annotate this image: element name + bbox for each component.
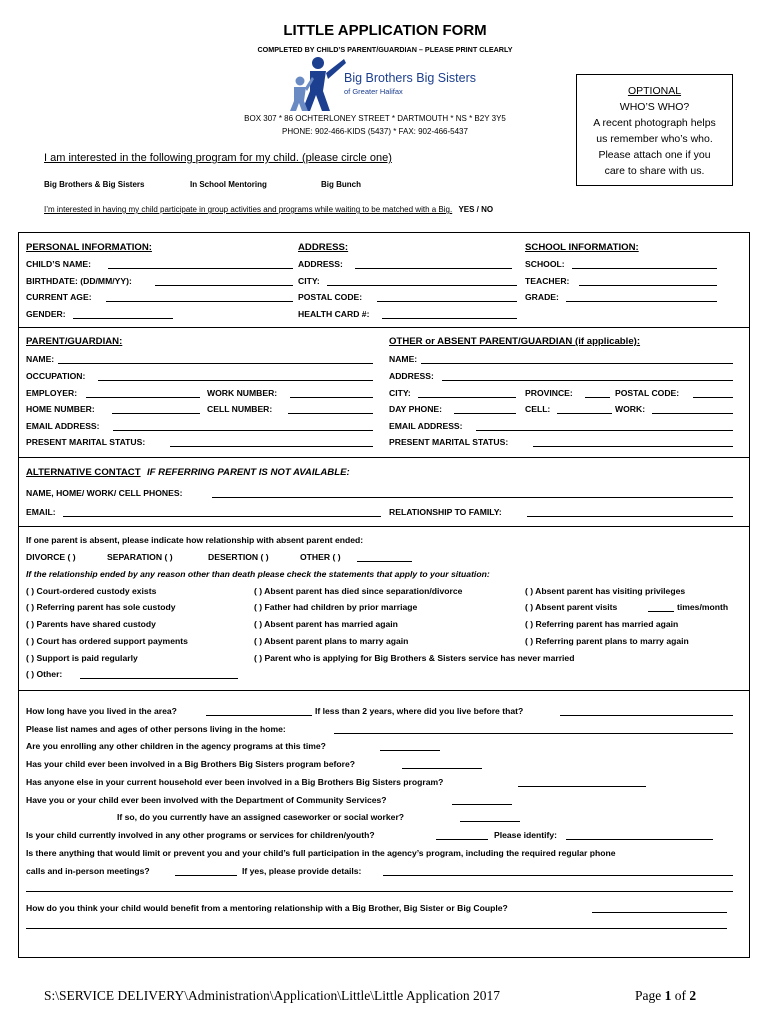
situation-checkbox[interactable]: ( ) Absent parent plans to marry again — [254, 636, 409, 646]
other-children-field[interactable] — [380, 750, 440, 751]
alternative-note: IF REFERRING PARENT IS NOT AVAILABLE: — [146, 467, 350, 478]
health-card-field[interactable] — [382, 318, 517, 319]
cell-number-field[interactable] — [288, 413, 373, 414]
program-option-in-school[interactable]: In School Mentoring — [190, 180, 267, 189]
parent-name-label: NAME: — [26, 354, 55, 364]
calls-meetings-field[interactable] — [175, 875, 237, 876]
situation-checkbox[interactable]: ( ) Absent parent has died since separation/divorce — [254, 586, 463, 596]
mentoring-benefit-field[interactable] — [592, 912, 727, 913]
form-title: LITTLE APPLICATION FORM — [283, 22, 487, 39]
cell-number-label: CELL NUMBER: — [207, 404, 273, 414]
logo-sub: of Greater Halifax — [344, 87, 403, 96]
home-number-field[interactable] — [112, 413, 200, 414]
city-label: CITY: — [298, 276, 320, 286]
question-limitations: Is there anything that would limit or prevent you and your child’s full participation in the agency’s program, including the required regular phone — [26, 848, 616, 858]
health-card-label: HEALTH CARD #: — [298, 309, 370, 319]
situation-checkbox[interactable]: ( ) Parents have shared custody — [26, 619, 156, 629]
other-work-label: WORK: — [615, 404, 646, 414]
other-marital-label: PRESENT MARITAL STATUS: — [389, 437, 509, 447]
separation-option[interactable]: SEPARATION ( ) — [107, 552, 173, 562]
desertion-option[interactable]: DESERTION ( ) — [208, 552, 269, 562]
logo-name: Big Brothers Big Sisters — [344, 71, 476, 85]
other-cell-label: CELL: — [525, 404, 551, 414]
situation-checkbox[interactable]: ( ) Other: — [26, 669, 63, 679]
program-prompt: I am interested in the following program for my child. (please circle one) — [44, 152, 392, 164]
teacher-label: TEACHER: — [525, 276, 570, 286]
other-programs-field[interactable] — [436, 839, 488, 840]
question-calls-meetings: calls and in-person meetings? — [26, 866, 150, 876]
caseworker-field[interactable] — [460, 821, 520, 822]
previous-location-field[interactable] — [560, 715, 733, 716]
grade-label: GRADE: — [525, 292, 559, 302]
ended-prompt: If the relationship ended by any reason other than death please check the statements that apply to your situation: — [26, 569, 490, 579]
other-postal-field[interactable] — [693, 397, 733, 398]
address-field[interactable] — [355, 268, 512, 269]
relationship-field[interactable] — [527, 516, 733, 517]
address-heading: ADDRESS: — [298, 242, 349, 253]
question-other-programs: Is your child currently involved in any other programs or services for children/youth? — [26, 830, 375, 840]
alternative-email-field[interactable] — [63, 516, 381, 517]
other-name-field[interactable] — [421, 363, 733, 364]
postal-code-label: POSTAL CODE: — [298, 292, 363, 302]
program-option-big-bunch[interactable]: Big Bunch — [321, 180, 361, 189]
occupation-field[interactable] — [98, 380, 373, 381]
question-prior-involvement: Has your child ever been involved in a Big Brothers Big Sisters program before? — [26, 759, 356, 769]
parent-email-label: EMAIL ADDRESS: — [26, 421, 100, 431]
bbbs-figures-icon — [288, 55, 348, 113]
other-email-label: EMAIL ADDRESS: — [389, 421, 463, 431]
page-number — [635, 988, 696, 1004]
section-divider — [18, 457, 750, 458]
province-label: PROVINCE: — [525, 388, 573, 398]
other-parent-heading: OTHER or ABSENT PARENT/GUARDIAN (if applicable): — [389, 336, 641, 347]
waiting-text: I’m interested in having my child participate in group activities and programs while waiting to be matched with a Big. — [44, 205, 453, 214]
page-total: 2 — [689, 988, 697, 1003]
optional-line: WHO’S WHO? — [619, 101, 690, 113]
program-option-bbbs[interactable]: Big Brothers & Big Sisters — [44, 180, 145, 189]
birthdate-label: BIRTHDATE: (DD/MM/YY): — [26, 276, 132, 286]
other-postal-label: POSTAL CODE: — [615, 388, 680, 398]
mentoring-benefit-field-continued[interactable] — [26, 928, 727, 929]
page-of-label: of — [674, 988, 686, 1003]
waiting-question — [44, 205, 493, 214]
situation-checkbox[interactable]: ( ) Father had children by prior marriage — [254, 602, 418, 612]
prior-involvement-field[interactable] — [402, 768, 482, 769]
agency-phone: PHONE: 902-466-KIDS (5437) * FAX: 902-466-5437 — [282, 127, 468, 136]
question-household: Please list names and ages of other persons living in the home: — [26, 724, 286, 734]
other-city-label: CITY: — [389, 388, 411, 398]
gender-label: GENDER: — [26, 309, 66, 319]
file-path: S:\SERVICE DELIVERY\Administration\Application\Little\Little Application 2017 — [44, 988, 501, 1003]
parent-email-field[interactable] — [113, 430, 373, 431]
question-mentoring-benefit: How do you think your child would benefit from a mentoring relationship with a Big Brother, Big Sister or Big Couple? — [26, 903, 508, 913]
question-area-duration: How long have you lived in the area? — [26, 706, 177, 716]
alternative-phones-label: NAME, HOME/ WORK/ CELL PHONES: — [26, 488, 183, 498]
parent-marital-field[interactable] — [170, 446, 373, 447]
area-duration-field[interactable] — [206, 715, 312, 716]
optional-label: OPTIONAL — [627, 85, 682, 97]
teacher-field[interactable] — [579, 285, 717, 286]
other-name-label: NAME: — [389, 354, 418, 364]
other-address-field[interactable] — [442, 380, 733, 381]
city-field[interactable] — [327, 285, 517, 286]
situation-checkbox[interactable]: ( ) Referring parent has sole custody — [26, 602, 176, 612]
page-current: 1 — [664, 988, 672, 1003]
childs-name-field[interactable] — [108, 268, 293, 269]
parent-name-field[interactable] — [58, 363, 373, 364]
visits-count-field[interactable] — [648, 611, 674, 612]
section-divider — [18, 327, 750, 328]
optional-line: us remember who’s who. — [596, 133, 713, 145]
question-caseworker: If so, do you currently have an assigned caseworker or social worker? — [117, 812, 405, 822]
alternative-label: ALTERNATIVE CONTACT — [26, 467, 141, 478]
question-previous-location: If less than 2 years, where did you live before that? — [315, 706, 524, 716]
question-community-services: Have you or your child ever been involved with the Department of Community Services? — [26, 795, 387, 805]
household-involvement-field[interactable] — [518, 786, 646, 787]
school-heading: SCHOOL INFORMATION: — [525, 242, 639, 253]
occupation-label: OCCUPATION: — [26, 371, 86, 381]
community-services-field[interactable] — [452, 804, 512, 805]
relationship-label: RELATIONSHIP TO FAMILY: — [389, 507, 502, 517]
situation-checkbox[interactable]: ( ) Referring parent plans to marry again — [525, 636, 689, 646]
optional-line: care to share with us. — [604, 165, 705, 177]
section-divider — [18, 690, 750, 691]
other-option[interactable]: OTHER ( ) — [300, 552, 341, 562]
other-situation-field[interactable] — [80, 678, 238, 679]
question-household-involvement: Has anyone else in your current household ever been involved in a Big Brothers Big Sisters program? — [26, 777, 444, 787]
employer-label: EMPLOYER: — [26, 388, 78, 398]
address-label: ADDRESS: — [298, 259, 343, 269]
situation-checkbox[interactable]: ( ) Absent parent has married again — [254, 619, 398, 629]
day-phone-label: DAY PHONE: — [389, 404, 443, 414]
situation-checkbox[interactable]: ( ) Court has ordered support payments — [26, 636, 188, 646]
household-field[interactable] — [334, 733, 733, 734]
form-subtitle: COMPLETED BY CHILD’S PARENT/GUARDIAN – PLEASE PRINT CLEARLY — [257, 45, 513, 54]
parent-marital-label: PRESENT MARITAL STATUS: — [26, 437, 146, 447]
question-other-children: Are you enrolling any other children in the agency programs at this time? — [26, 741, 326, 751]
employer-field[interactable] — [86, 397, 200, 398]
absent-intro: If one parent is absent, please indicate how relationship with absent parent ended: — [26, 535, 364, 545]
situation-checkbox[interactable]: ( ) Court-ordered custody exists — [26, 586, 157, 596]
school-label: SCHOOL: — [525, 259, 565, 269]
alternative-phones-field[interactable] — [212, 497, 733, 498]
section-divider — [18, 526, 750, 527]
please-identify-label: Please identify: — [494, 830, 558, 840]
agency-address: BOX 307 * 86 OCHTERLONEY STREET * DARTMOUTH * NS * B2Y 3Y5 — [244, 114, 506, 123]
birthdate-field[interactable] — [155, 285, 293, 286]
current-age-field[interactable] — [106, 301, 293, 302]
other-work-field[interactable] — [652, 413, 733, 414]
parent-heading: PARENT/GUARDIAN: — [26, 336, 123, 347]
other-reason-field[interactable] — [357, 561, 412, 562]
waiting-answer[interactable]: YES / NO — [458, 205, 494, 214]
bbbs-logo — [288, 55, 498, 113]
postal-code-field[interactable] — [377, 301, 517, 302]
situation-checkbox[interactable]: ( ) Parent who is applying for Big Brothers & Sisters service has never married — [254, 653, 575, 663]
alternative-email-label: EMAIL: — [26, 507, 56, 517]
grade-field[interactable] — [566, 301, 717, 302]
home-number-label: HOME NUMBER: — [26, 404, 95, 414]
alternative-heading — [26, 467, 350, 478]
times-month-label: times/month — [677, 602, 729, 612]
other-cell-field[interactable] — [557, 413, 612, 414]
school-field[interactable] — [572, 268, 717, 269]
page-label: Page — [635, 988, 662, 1003]
situation-checkbox[interactable]: ( ) Referring parent has married again — [525, 619, 679, 629]
other-email-field[interactable] — [476, 430, 733, 431]
current-age-label: CURRENT AGE: — [26, 292, 92, 302]
other-marital-field[interactable] — [533, 446, 733, 447]
please-identify-field[interactable] — [566, 839, 713, 840]
childs-name-label: CHILD’S NAME: — [26, 259, 91, 269]
personal-heading: PERSONAL INFORMATION: — [26, 242, 152, 253]
optional-line: Please attach one if you — [598, 149, 711, 161]
details-field[interactable] — [383, 875, 733, 876]
day-phone-field[interactable] — [454, 413, 516, 414]
other-address-label: ADDRESS: — [389, 371, 434, 381]
situation-checkbox[interactable]: ( ) Support is paid regularly — [26, 653, 138, 663]
work-number-label: WORK NUMBER: — [207, 388, 278, 398]
work-number-field[interactable] — [290, 397, 373, 398]
optional-photo-box[interactable] — [576, 74, 733, 186]
optional-line: A recent photograph helps — [593, 117, 716, 129]
details-label: If yes, please provide details: — [242, 866, 362, 876]
divorce-option[interactable]: DIVORCE ( ) — [26, 552, 76, 562]
province-field[interactable] — [585, 397, 610, 398]
gender-field[interactable] — [73, 318, 173, 319]
situation-checkbox[interactable]: ( ) Absent parent has visiting privileges — [525, 586, 686, 596]
details-field-continued[interactable] — [26, 891, 733, 892]
situation-checkbox[interactable]: ( ) Absent parent visits — [525, 602, 618, 612]
other-city-field[interactable] — [418, 397, 516, 398]
